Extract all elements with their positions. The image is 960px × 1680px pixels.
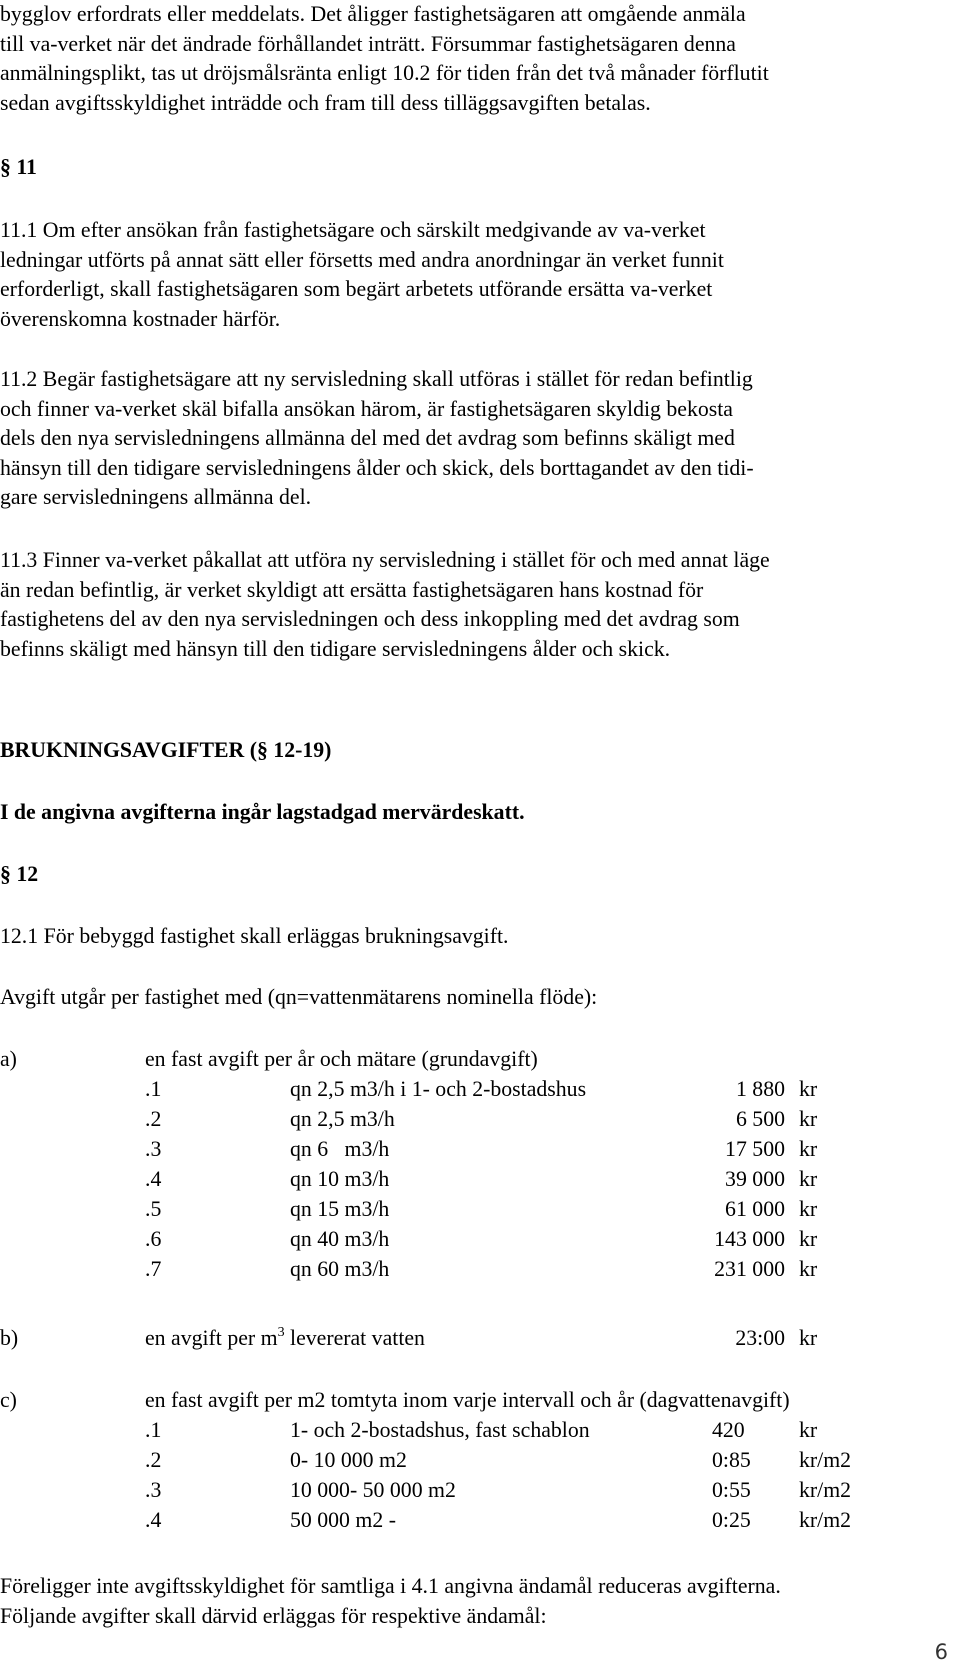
closing-paragraph — [0, 1572, 955, 1631]
text-line: Avgift utgår per fastighet med (qn=vattenmätarens nominella flöde): — [0, 985, 598, 1009]
fee-letter: a) — [0, 1047, 17, 1071]
row-text: qn 40 m3/h — [290, 1227, 390, 1251]
row-amount: 6 500 — [735, 1107, 785, 1131]
text-line: ledningar utförts på annat sätt eller försetts med andra anordningar än verket funnit — [0, 247, 724, 272]
row-unit: kr — [799, 1137, 818, 1161]
desc-text: levererat vatten — [284, 1326, 425, 1350]
text-line: 12.1 För bebyggd fastighet skall erläggas brukningsavgift. — [0, 924, 509, 948]
row-amount: 23:00 — [735, 1326, 785, 1350]
row-unit: kr/m2 — [799, 1508, 852, 1532]
text-line: än redan befintlig, är verket skyldigt att ersätta fastighetsägaren hans kostnad för — [0, 577, 704, 602]
row-amount: 0:55 — [712, 1478, 751, 1502]
table-row — [0, 1418, 960, 1448]
row-unit: kr — [799, 1107, 818, 1131]
row-number: .1 — [145, 1077, 162, 1101]
text-line: erforderligt, skall fastighetsägaren som begärt arbetets utförande ersätta va-verket — [0, 277, 713, 301]
fee-b-row — [0, 1326, 960, 1356]
superscript: 3 — [277, 1325, 285, 1340]
table-row — [0, 1257, 960, 1287]
intro-paragraph — [0, 0, 955, 118]
fee-c-header — [0, 1388, 960, 1418]
text-line: 11.3 Finner va-verket påkallat att utföra ny servisledning i stället för och med annat läge — [0, 548, 770, 572]
row-unit: kr — [799, 1227, 818, 1251]
row-amount: 61 000 — [725, 1197, 785, 1221]
paragraph-11-1 — [0, 216, 955, 334]
row-number: .2 — [145, 1448, 162, 1472]
table-row — [0, 1137, 960, 1167]
page-number: 6 — [934, 1640, 948, 1664]
row-amount: 231 000 — [714, 1257, 785, 1281]
paragraph-11-3 — [0, 546, 955, 664]
text-line: dels den nya servisledningens allmänna del med det avdrag som befinns skäligt med — [0, 426, 735, 450]
row-text: qn 60 m3/h — [290, 1257, 390, 1281]
text-line: Föreligger inte avgiftsskyldighet för samtliga i 4.1 angivna ändamål reduceras avgifterna. — [0, 1574, 781, 1598]
vat-note: I de angivna avgifterna ingår lagstadgad mervärdeskatt. — [0, 800, 525, 824]
row-unit: kr — [799, 1326, 818, 1350]
paragraph-11-2 — [0, 365, 955, 513]
row-number: .2 — [145, 1107, 162, 1131]
row-amount: 39 000 — [725, 1167, 785, 1191]
table-row — [0, 1448, 960, 1478]
text-line: och finner va-verket skäl bifalla ansökan härom, är fastighetsägaren skyldig bekosta — [0, 396, 733, 421]
fee-description: en fast avgift per år och mätare (grundavgift) — [145, 1047, 538, 1071]
row-amount: 0:25 — [712, 1508, 751, 1532]
table-row — [0, 1227, 960, 1257]
paragraph-12-1 — [0, 922, 955, 952]
fee-intro — [0, 983, 955, 1013]
table-row — [0, 1107, 960, 1137]
row-text: qn 2,5 m3/h i 1- och 2-bostadshus — [290, 1077, 587, 1101]
row-amount: 0:85 — [712, 1448, 751, 1472]
row-number: .3 — [145, 1478, 162, 1502]
row-amount: 143 000 — [714, 1227, 785, 1251]
row-unit: kr — [799, 1167, 818, 1191]
table-row — [0, 1197, 960, 1227]
fee-letter: b) — [0, 1326, 19, 1350]
row-text: 10 000- 50 000 m2 — [290, 1478, 456, 1502]
row-number: .1 — [145, 1418, 162, 1442]
section-heading-12: § 12 — [0, 862, 39, 886]
table-row — [0, 1077, 960, 1107]
row-unit: kr/m2 — [799, 1448, 852, 1472]
row-text: qn 10 m3/h — [290, 1167, 390, 1191]
text-line: bygglov erfordrats eller meddelats. Det åligger fastighetsägaren att omgående anmäla — [0, 2, 746, 26]
text-line: Följande avgifter skall därvid erläggas för respektive ändamål: — [0, 1603, 547, 1628]
brukningsavgifter-heading: BRUKNINGSAVGIFTER (§ 12-19) — [0, 738, 332, 762]
section-heading-11: § 11 — [0, 155, 37, 179]
row-number: .6 — [145, 1227, 162, 1251]
fee-description: en fast avgift per m2 tomtyta inom varje intervall och år (dagvattenavgift) — [145, 1388, 790, 1412]
row-text: 1- och 2-bostadshus, fast schablon — [290, 1418, 590, 1442]
text-line: sedan avgiftsskyldighet inträdde och fram till dess tilläggsavgiften betalas. — [0, 90, 651, 115]
row-amount: 17 500 — [725, 1137, 785, 1161]
table-row — [0, 1167, 960, 1197]
row-text: 50 000 m2 - — [290, 1508, 396, 1532]
row-text: qn 2,5 m3/h — [290, 1107, 395, 1131]
text-line: anmälningsplikt, tas ut dröjsmålsränta enligt 10.2 för tiden från det två månader förflutit — [0, 61, 769, 85]
text-line: till va-verket när det ändrade förhållandet inträtt. Försummar fastighetsägaren denna — [0, 31, 736, 56]
table-row — [0, 1478, 960, 1508]
row-number: .4 — [145, 1508, 162, 1532]
row-text: qn 15 m3/h — [290, 1197, 390, 1221]
text-line: gare servisledningens allmänna del. — [0, 485, 312, 509]
text-line: befinns skäligt med hänsyn till den tidigare servisledningens ålder och skick. — [0, 636, 671, 661]
row-unit: kr — [799, 1197, 818, 1221]
row-number: .5 — [145, 1197, 162, 1221]
text-line: 11.1 Om efter ansökan från fastighetsägare och särskilt medgivande av va-verket — [0, 218, 706, 242]
row-unit: kr — [799, 1257, 818, 1281]
row-number: .4 — [145, 1167, 162, 1191]
row-unit: kr/m2 — [799, 1478, 852, 1502]
text-line: hänsyn till den tidigare servisledningens ålder och skick, dels borttagandet av den tidi- — [0, 455, 754, 480]
fee-a-header — [0, 1047, 960, 1077]
text-line: 11.2 Begär fastighetsägare att ny servisledning skall utföras i stället för redan befintlig — [0, 367, 753, 391]
row-amount: 1 880 — [735, 1077, 785, 1101]
row-amount: 420 — [712, 1418, 745, 1442]
row-unit: kr — [799, 1418, 818, 1442]
desc-text: en avgift per m — [145, 1326, 278, 1350]
row-unit: kr — [799, 1077, 818, 1101]
row-number: .3 — [145, 1137, 162, 1161]
fee-description — [145, 1326, 425, 1351]
fee-letter: c) — [0, 1388, 17, 1412]
row-text: qn 6 m3/h — [290, 1137, 390, 1161]
row-number: .7 — [145, 1257, 162, 1281]
text-line: överenskomna kostnader härför. — [0, 306, 281, 331]
row-text: 0- 10 000 m2 — [290, 1448, 407, 1472]
text-line: fastighetens del av den nya servisledningen och dess inkoppling med det avdrag som — [0, 607, 740, 631]
table-row — [0, 1508, 960, 1538]
